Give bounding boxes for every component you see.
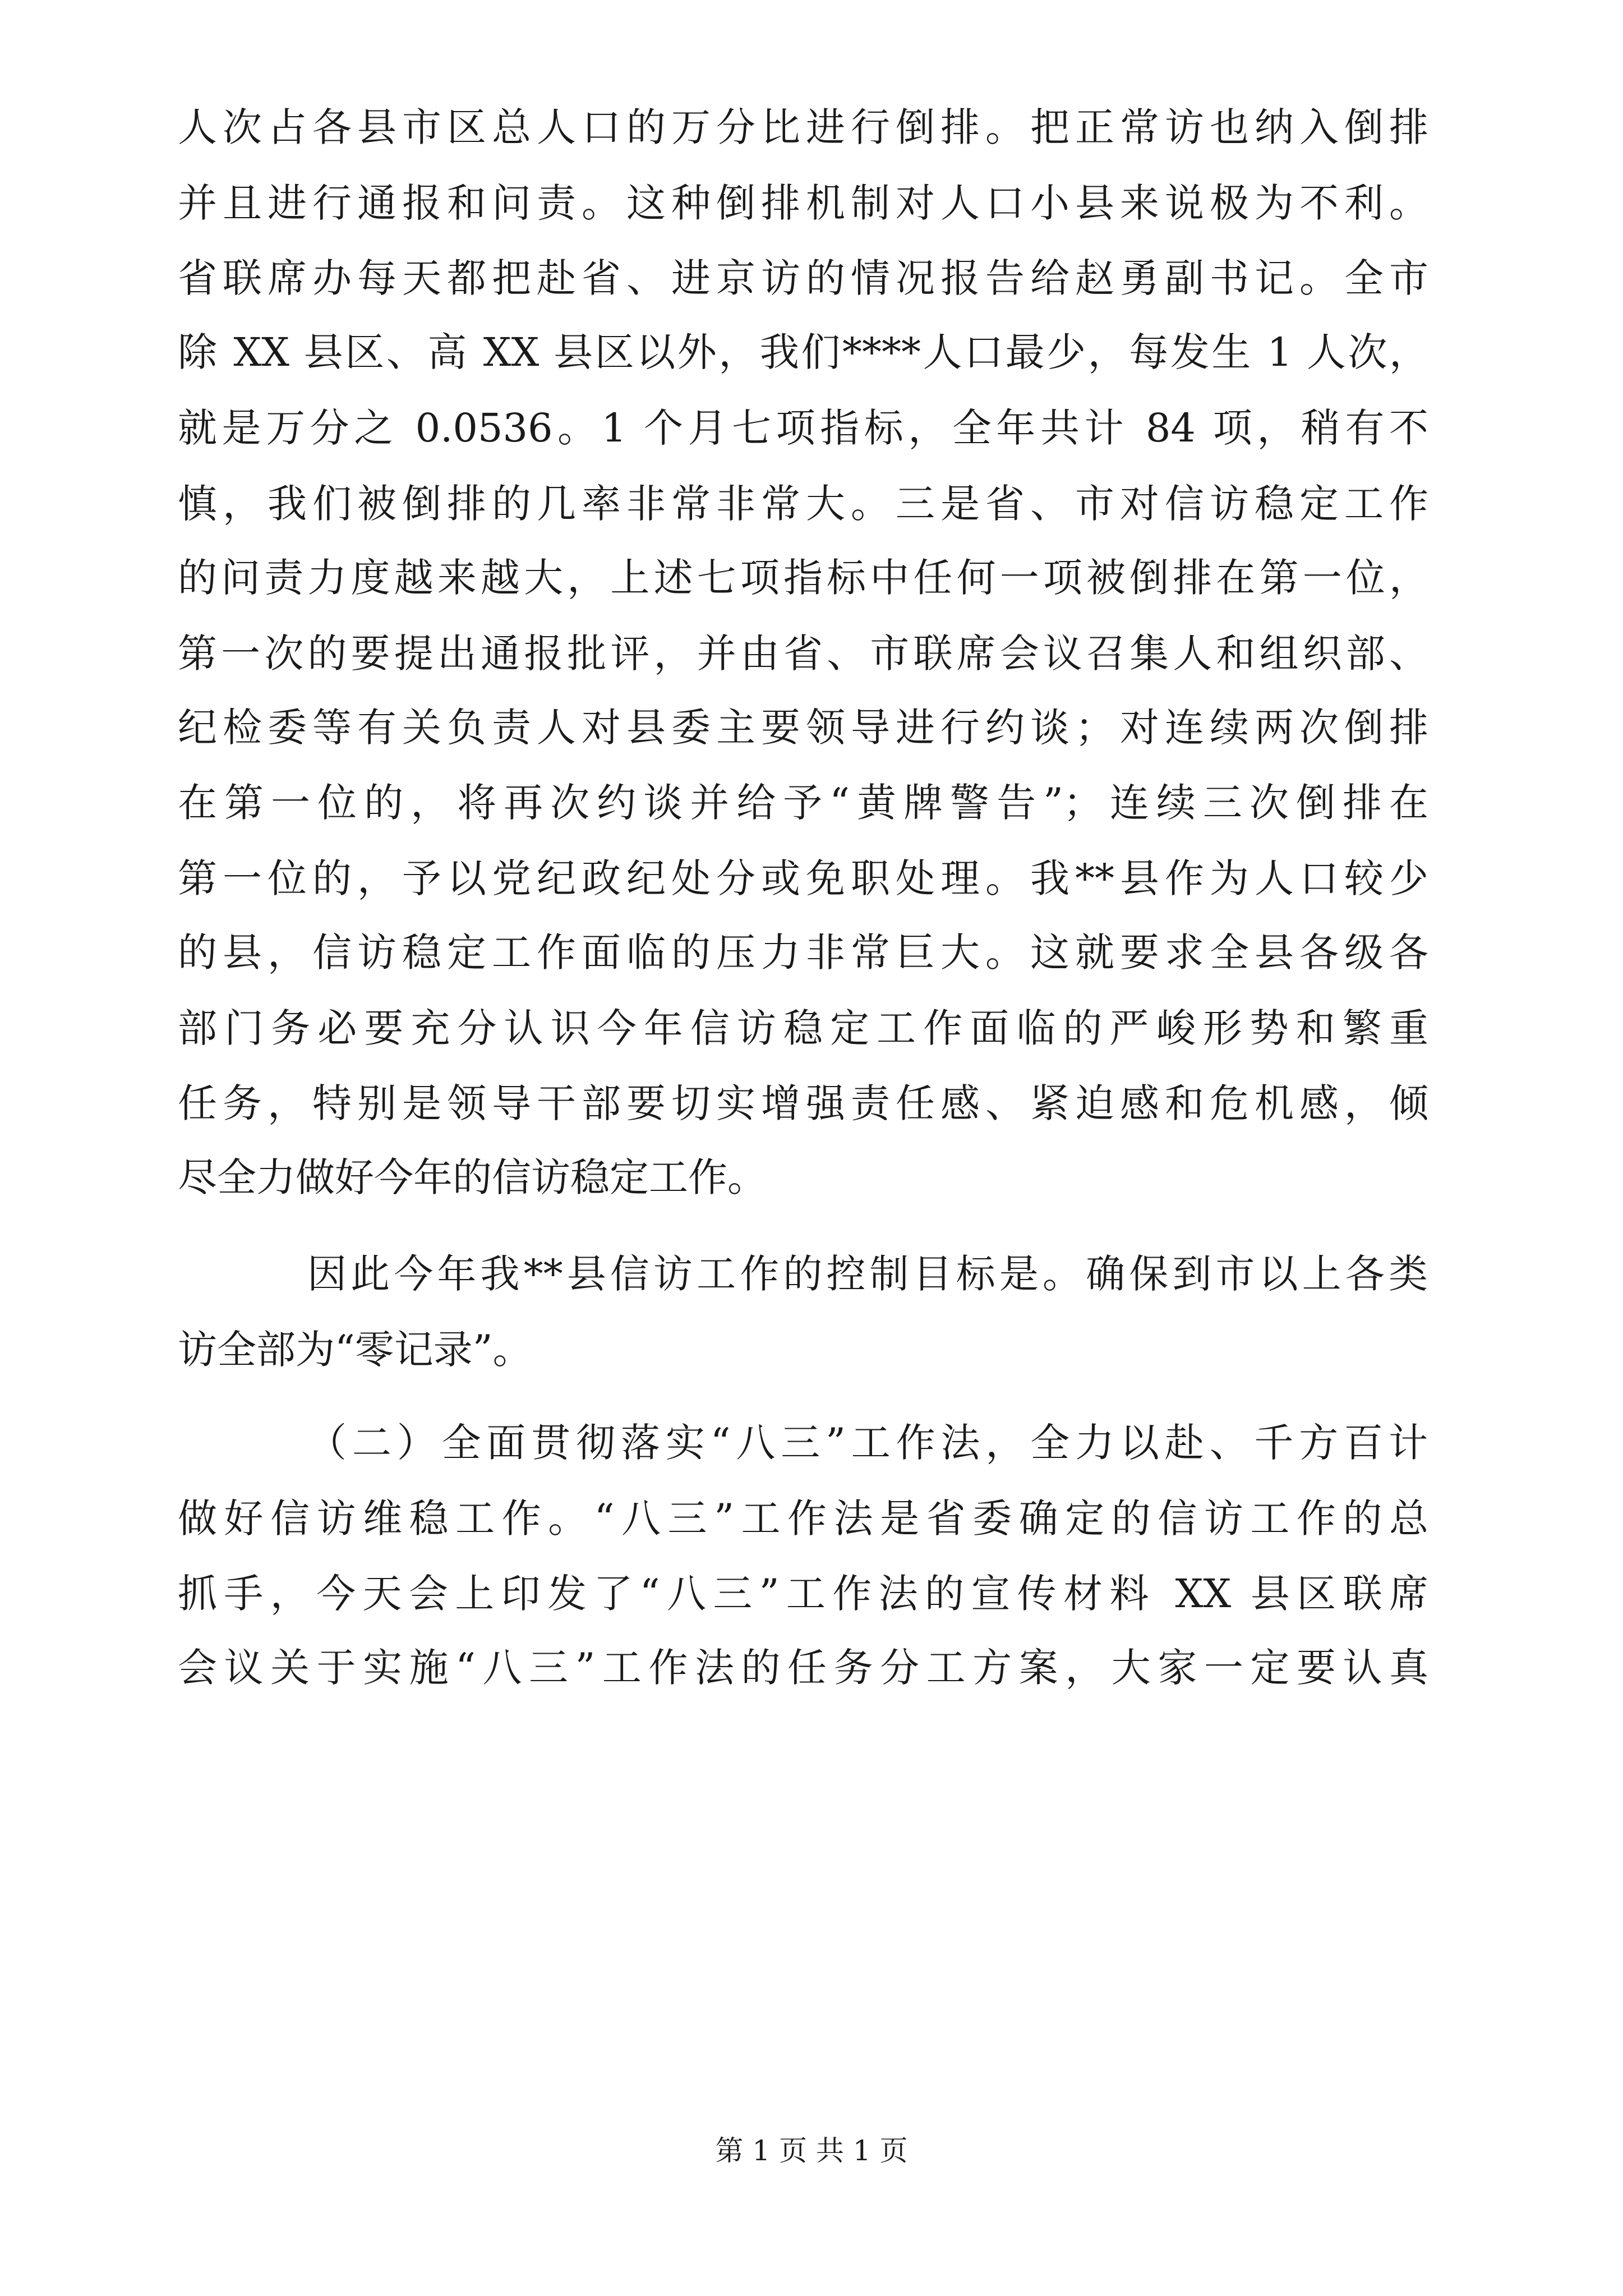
text-line: 部门务必要充分认识今年信访稳定工作面临的严峻形势和繁重: [178, 1005, 1428, 1051]
text-line: 做好信访维稳工作。“八三”工作法是省委确定的信访工作的总: [178, 1496, 1428, 1542]
text-line: 人次占各县市区总人口的万分比进行倒排。把正常访也纳入倒排: [178, 104, 1428, 150]
text-line: 会议关于实施“八三”工作法的任务分工方案，大家一定要认真: [178, 1645, 1428, 1691]
text-line: 慎，我们被倒排的几率非常非常大。三是省、市对信访稳定工作: [178, 481, 1428, 527]
text-line: 尽全力做好今年的信访稳定工作。: [178, 1154, 767, 1200]
text-line: 除 XX 县区、高 XX 县区以外，我们****人口最少，每发生 1 人次，: [178, 329, 1428, 375]
text-line: 抓手，今天会上印发了“八三”工作法的宣传材料 XX 县区联席: [178, 1571, 1428, 1617]
text-line: 任务，特别是领导干部要切实增强责任感、紧迫感和危机感，倾: [178, 1080, 1428, 1126]
text-line: 的问责力度越来越大，上述七项指标中任何一项被倒排在第一位，: [178, 555, 1428, 601]
text-line: 在第一位的，将再次约谈并给予“黄牌警告”；连续三次倒排在: [178, 780, 1428, 826]
text-line: 纪检委等有关负责人对县委主要领导进行约谈；对连续两次倒排: [178, 705, 1428, 751]
section-heading-line: （二）全面贯彻落实“八三”工作法，全力以赴、千方百计: [307, 1420, 1428, 1466]
text-line: 的县，信访稳定工作面临的压力非常巨大。这就要求全县各级各: [178, 930, 1428, 976]
text-line: 并且进行通报和问责。这种倒排机制对人口小县来说极为不利。: [178, 180, 1428, 226]
text-line: 就是万分之 0.0536。1 个月七项指标，全年共计 84 项，稍有不: [178, 405, 1428, 451]
text-line: 第一位的，予以党纪政纪处分或免职处理。我**县作为人口较少: [178, 855, 1428, 901]
text-line: 第一次的要提出通报批评，并由省、市联席会议召集人和组织部、: [178, 631, 1428, 677]
page-footer: 第 1 页 共 1 页: [715, 2134, 908, 2167]
paragraph-first-line: 因此今年我**县信访工作的控制目标是。确保到市以上各类: [307, 1251, 1428, 1297]
text-line: 省联席办每天都把赴省、进京访的情况报告给赵勇副书记。全市: [178, 255, 1428, 301]
text-line: 访全部为“零记录”。: [178, 1327, 532, 1373]
